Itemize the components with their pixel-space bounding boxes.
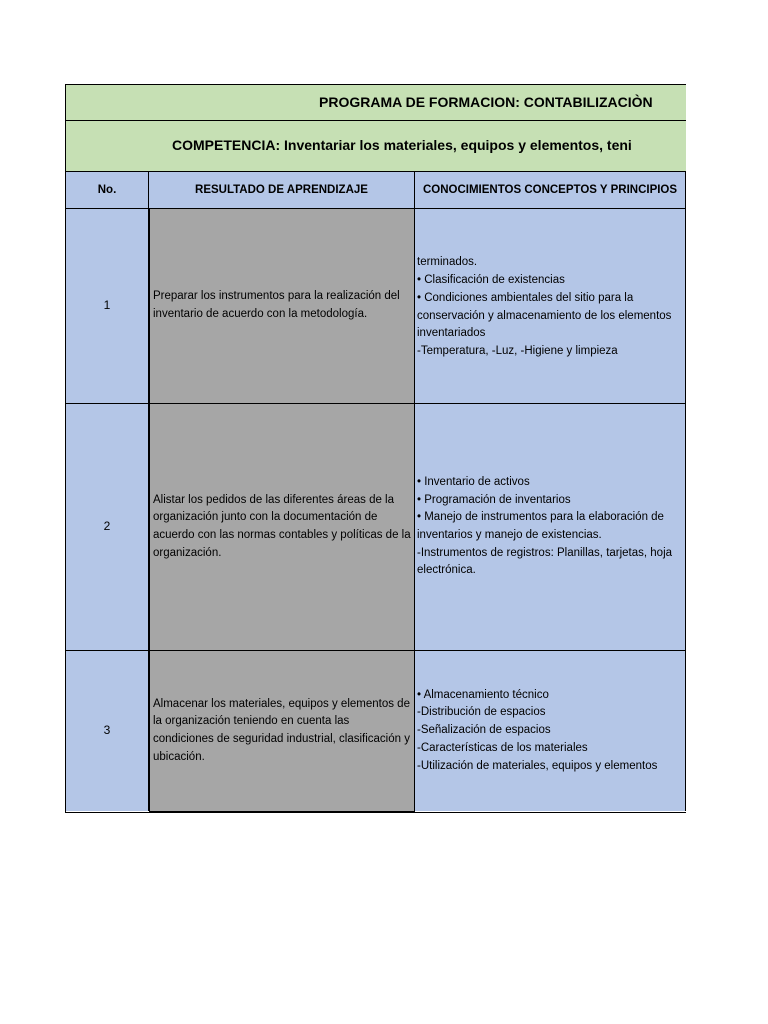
header-number: No. xyxy=(66,172,149,209)
competence-line xyxy=(172,137,632,153)
row-1-result: Preparar los instrumentos para la realización del inventario de acuerdo con la metodología. xyxy=(149,209,415,404)
row-3-knowledge: • Almacenamiento técnico -Distribución de espacios -Señalización de espacios -Características de los materiales -Utilización de materiales, equipos y elementos xyxy=(415,651,686,811)
row-1-knowledge: terminados. • Clasificación de existencias • Condiciones ambientales del sitio para la conservación y almacenamiento de los elementos inventariados -Temperatura, -Luz, -Higiene y limpieza xyxy=(415,209,686,404)
row-3-result: Almacenar los materiales, equipos y elementos de la organización teniendo en cuenta las condiciones de seguridad industrial, clasificación y ubicación. xyxy=(149,651,415,812)
header-knowledge: CONOCIMIENTOS CONCEPTOS Y PRINCIPIOS xyxy=(415,172,686,209)
header-result: RESULTADO DE APRENDIZAJE xyxy=(149,172,415,209)
competence-text: Inventariar los materiales, equipos y elementos, teni xyxy=(280,137,632,153)
competence-band xyxy=(66,121,686,172)
table-body xyxy=(66,172,686,812)
row-1-number: 1 xyxy=(66,209,149,404)
row-2-number: 2 xyxy=(66,404,149,651)
row-3-number: 3 xyxy=(66,651,149,811)
curriculum-table xyxy=(65,84,686,813)
row-2-knowledge: • Inventario de activos • Programación de inventarios • Manejo de instrumentos para la elaboración de inventarios y manejo de existencias. -Instrumentos de registros: Planillas, tarjetas, hoja electrónica. xyxy=(415,404,686,651)
program-title-band xyxy=(66,85,686,121)
program-title: PROGRAMA DE FORMACION: CONTABILIZACIÒN xyxy=(319,94,653,110)
competence-label: COMPETENCIA: xyxy=(172,137,281,153)
row-2-result: Alistar los pedidos de las diferentes áreas de la organización junto con la documentación de acuerdo con las normas contables y políticas de la organización. xyxy=(149,404,415,651)
